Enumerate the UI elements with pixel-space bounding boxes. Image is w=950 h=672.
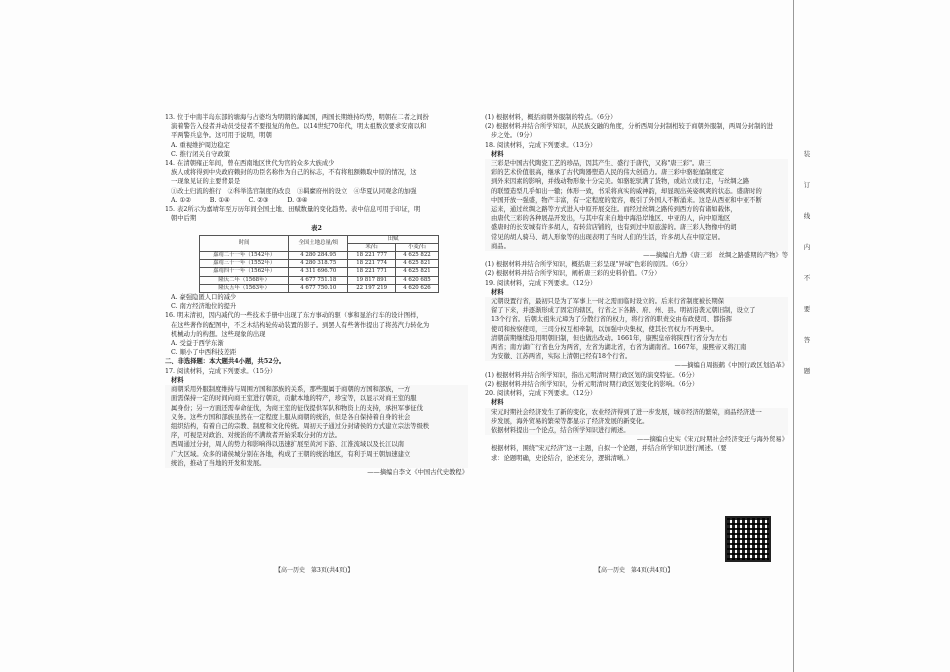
text-line: 常见的胡人骑马、胡人形象等的出现表明了当时人们的生活，许多胡人在中原定居。 <box>485 233 788 242</box>
text-line: 材料 <box>491 288 504 296</box>
text-line: 宋元时期社会经济发生了新的变化，农业经济得到了进一步发展，城市经济的繁荣，商品经济进一 <box>485 408 788 417</box>
text-line: 组织结构，有着自己的宗教、制度和文化传统。周初天子通过分封诸侯的方式建立宗法等级秩 <box>165 422 468 431</box>
text-line: 步之处。（9分） <box>491 132 536 140</box>
binding-char: 线 <box>803 212 811 220</box>
text-line: ①改土归流的推行 ②科举选官制度的改良 ③羁縻府州的设立 ④华夏认同观念的加强 <box>171 187 417 195</box>
text-line: 留了下来，并逐渐形成了固定的辖区，行省之下各路、府、州、县。明初沿袭元朝旧制，设立了 <box>485 306 788 315</box>
page-4 <box>485 113 788 463</box>
text-line: 中国开放一强盛，物产丰富，有一定程度的宽容，吸引了外国人不断涌来。这是从西亚和中亚不断 <box>485 196 788 205</box>
text-line: 的联盟造型几乎如出一辙；体形一致，书采将真实的威神韵，却显现出英姿飒爽的状态。盛唐时的 <box>485 187 788 196</box>
exam-sheet <box>165 113 793 573</box>
table-cell: 4 625 822 <box>395 252 438 260</box>
table-cell: 22 197 219 <box>348 284 396 292</box>
text-line: 元朝设置行省，最初只是为了军事上一时之需而临时设立的。后来行省制度被长期保 <box>485 297 788 306</box>
text-line: 根据材料，围绕"宋元经济"这一主题，自拟一个论题，并结合所学知识进行阐述。（要 <box>491 445 727 453</box>
material-source: ——摘编自周振鹤《中国行政区划沿革》 <box>674 362 788 370</box>
text-line: 机械动力的构想。这些现象的出现 <box>171 330 266 338</box>
text-line: (2) 根据材料并结合所学知识，阐析唐三彩的史料价值。（7分） <box>485 270 661 278</box>
text-line: 到外来因素的影响，并线动物形象十分完美。如骆驼驮满了货物，或站立或行走，与丝绸之路 <box>485 177 788 186</box>
land-tax-table <box>199 235 439 293</box>
text-line: 依据材料提出一个论点，结合所学知识进行阐述。 <box>485 426 788 435</box>
table-row <box>200 252 439 260</box>
text-line: 演着警告入侵者并动员受侵者不要报复的角色。以14世纪70年代，明太祖数次要求安南以和 <box>171 123 427 131</box>
text-line: 清朝前期继续沿用明朝旧制，但也做出改动。1661年，康熙皇帝将陕西行省分为左右 <box>485 334 788 343</box>
material-source: ——摘编自尤静《唐三彩 丝绸之路盛期的产物》等 <box>643 252 788 260</box>
text-line: 使司和按察使司，三司分权互相牵制，以加强中央集权，使其长官权力不再集中。 <box>485 325 788 334</box>
table-title: 表2 <box>311 225 322 233</box>
table-header: 小麦/石 <box>395 243 438 251</box>
text-line: 17. 阅读材料，完成下列要求。（15分） <box>165 367 277 375</box>
text-line: C. 南方经济地位的提升 <box>171 303 237 311</box>
table-cell: 4 311 696.70 <box>289 268 348 276</box>
text-line: (1) 根据材料并结合所学知识，概括唐三彩呈现"异域"色彩的原因。（6分） <box>485 261 692 269</box>
text-line: A. 重视维护周边稳定 <box>171 141 230 149</box>
text-line: A. 受益于西学东渐 <box>171 340 224 348</box>
text-line: 13个行省。后朝太祖朱元璋为了分散行省的权力，将行省的职责交由布政使司、都指挥 <box>485 315 788 324</box>
text-line: 商品。 <box>485 242 788 251</box>
table-header: 全国土地总量/顷 <box>289 235 348 251</box>
table-row <box>200 268 439 276</box>
text-line: 两省；南方湖广行省也分为两省，左省为湖北省，右省为湖南省。1667年，康熙帝又将江南 <box>485 343 788 352</box>
text-line: (1) 根据材料，概括商朝外服制的特点。（6分） <box>485 114 617 121</box>
binding-char: 答 <box>803 336 811 344</box>
text-line: 平两警兵息争。这可用于说明，明朝 <box>171 132 272 140</box>
text-line: A. 豪强隐匿人口的减少 <box>171 294 237 302</box>
text-line: 材料 <box>491 399 504 407</box>
table-cell: 4 625 821 <box>395 260 438 268</box>
text-line: 19. 阅读材料，完成下列要求。（12分） <box>485 279 597 287</box>
text-line: 统治，推动了当地的开发和发展。 <box>165 459 468 468</box>
text-line: 13. 位于中南半岛东部的塘海与占婆均为明朝的藩属国，两国长期维持均势，明朝在二者之间扮 <box>165 114 429 121</box>
text-line: C. 顺小了中西科技差距 <box>171 349 237 357</box>
text-line: 14. 在清朝雍正年间，曾在西南地区世代为官的众多大族成少 <box>165 160 335 168</box>
text-line: 彩的艺术价值很高，继承了古代陶器塑造人民的伟大创造力。唐三彩中骆驼俑制度定 <box>485 168 788 177</box>
table-cell: 隆庆二年（1568年） <box>200 276 289 284</box>
table-header: 米/石 <box>348 243 396 251</box>
material-source: ——摘编自史实《宋元时期社会经济变迁与海外贸易》 <box>636 436 788 444</box>
text-line: 二、非选择题：本大题共4小题，共52分。 <box>165 358 286 366</box>
binding-notice <box>800 150 814 398</box>
table-cell: 19 817 891 <box>348 276 396 284</box>
table-cell: 嘉靖三十一年（1552年） <box>200 260 289 268</box>
binding-char: 内 <box>803 243 811 251</box>
table-cell: 4 620 685 <box>395 276 438 284</box>
text-line: 步发展，海外贸易的繁荣等都显示了经济发展的新变化。 <box>485 417 788 426</box>
text-line: 由唐代三彩的各种展品开发出，与其中有来自地中海沿岸地区、中亚的人，向中原地区 <box>485 214 788 223</box>
text-line: 一现象见证的主要背景是 <box>171 178 241 186</box>
binding-line <box>793 0 794 672</box>
table-header: 时间 <box>200 235 289 251</box>
text-line: 三彩是中国古代陶瓷工艺的珍品，因其产生、盛行于唐代，又称"唐三彩"。唐三 <box>485 159 788 168</box>
binding-char: 订 <box>803 181 811 189</box>
table-cell: 18 221 774 <box>348 260 396 268</box>
text-line: 在这些著作的配图中，不乏木结构轮传动装置的影子。到罢人有些著作提出了将蒸汽力转化为 <box>171 321 430 329</box>
text-line: 材料 <box>171 376 184 384</box>
table-cell: 4 677 750.10 <box>289 284 348 292</box>
page-footer: 【高一历史 第3页(共4页)】 <box>275 567 354 574</box>
text-line: 商朝采用外服制度维持与周围方国和部族的关系，那些服属于商朝的方国和部族，一方 <box>165 385 468 394</box>
binding-char: 题 <box>803 367 811 375</box>
table-cell: 4 677 751.18 <box>289 276 348 284</box>
text-line: 运来，通过丝绸之路等方式进入中原开展交往。而经过丝绸之路传到西方的有诸如载体， <box>485 205 788 214</box>
material-source: ——摘编自李文《中国古代史教程》 <box>367 468 468 476</box>
page-footer: 【高一历史 第4页(共4页)】 <box>595 567 674 574</box>
page-3 <box>165 113 468 477</box>
table-cell: 4 280 318.75 <box>289 260 348 268</box>
text-line: 20. 阅读材料，完成下列要求。（12分） <box>485 390 597 398</box>
text-line: 18. 阅读材料，完成下列要求。（13分） <box>485 141 597 149</box>
text-line: 序，可视是对政治、对统治的不满故者开始采取分封的方法。 <box>165 431 468 440</box>
qr-code <box>725 516 771 562</box>
text-line: 朝中后期 <box>171 215 197 223</box>
text-line: (2) 根据材料并结合所学知识，从民族交融的角度，分析西周分封制相较于商朝外服制，两周分封制的进 <box>485 123 773 131</box>
text-line: A. ①② B. ①④ C. ②③ D. ③④ <box>171 196 308 204</box>
text-line: 义务。这些方国和部族虽然在一定程度上服从商朝的统治，但是各自保持着自身的社会 <box>165 413 468 422</box>
text-line: (2) 根据材料并结合所学知识，分析元明清时期行政区划变化的影响。（6分） <box>485 380 699 388</box>
text-line: 求：论题明确，史论结合，论述充分，逻辑清晰。） <box>491 454 633 462</box>
table-row <box>200 284 439 292</box>
text-line: 属身份；另一方面还需奉命征伐，为商王室的征伐提供军队和物资上的支持，承担军事征伐 <box>165 404 468 413</box>
table-cell: 18 221 771 <box>348 268 396 276</box>
text-line: 族人或将得到中央政府赖封的功臣名称作为自己的标志，不有将租额赖取中原的情况，这 <box>171 169 417 177</box>
table-cell: 4 280 284.95 <box>289 252 348 260</box>
text-line: 材料 <box>491 150 504 158</box>
table-header: 田赋 <box>348 235 439 243</box>
text-line: 西周通过分封，周人的势力和影响得以迅速扩展至黄河下游、江淮流域以及长江以南 <box>165 440 468 449</box>
table-cell: 嘉靖二十一年（1542年） <box>200 252 289 260</box>
text-line: 盛唐时的长安城有许多胡人，有转营店铺的，也有到过中原旅游的。唐三彩人物像中的胡 <box>485 223 788 232</box>
text-line: C. 推行闭关自守政策 <box>171 150 230 158</box>
table-row <box>200 276 439 284</box>
text-line: 面需保持一定的时间向商王室进行朝贡，贡献本地的特产，珍宝等，以显示对商王室的服 <box>165 394 468 403</box>
text-line: 16. 明末清初，因内减代的一些技术手册中出现了东方事动的驱（事和显治行车的设计图样， <box>165 312 423 320</box>
table-cell: 嘉靖四十一年（1562年） <box>200 268 289 276</box>
table-cell: 4 620 626 <box>395 284 438 292</box>
text-line: 为安徽、江苏两省，实际上清朝已经有18个行省。 <box>485 352 788 361</box>
table-cell: 18 221 777 <box>348 252 396 260</box>
table-cell: 4 625 821 <box>395 268 438 276</box>
table-cell: 隆庆五年（1563年） <box>200 284 289 292</box>
table-row <box>200 260 439 268</box>
text-line: (1) 根据材料并结合所学知识，指出元明清时期行政区划的演变特征。（6分） <box>485 371 699 379</box>
text-line: 15. 表2所示为嘉靖年至万历年间全国土地、田赋数量的变化趋势。表中信息可用于印证，明 <box>165 206 421 214</box>
text-line: 广大区域。众多的诸侯城分别在各地，构成了王朝的统治地区，有利于周王朝加速建立 <box>165 450 468 459</box>
binding-char: 不 <box>803 274 811 282</box>
binding-char: 要 <box>803 305 811 313</box>
binding-char: 装 <box>803 150 811 158</box>
